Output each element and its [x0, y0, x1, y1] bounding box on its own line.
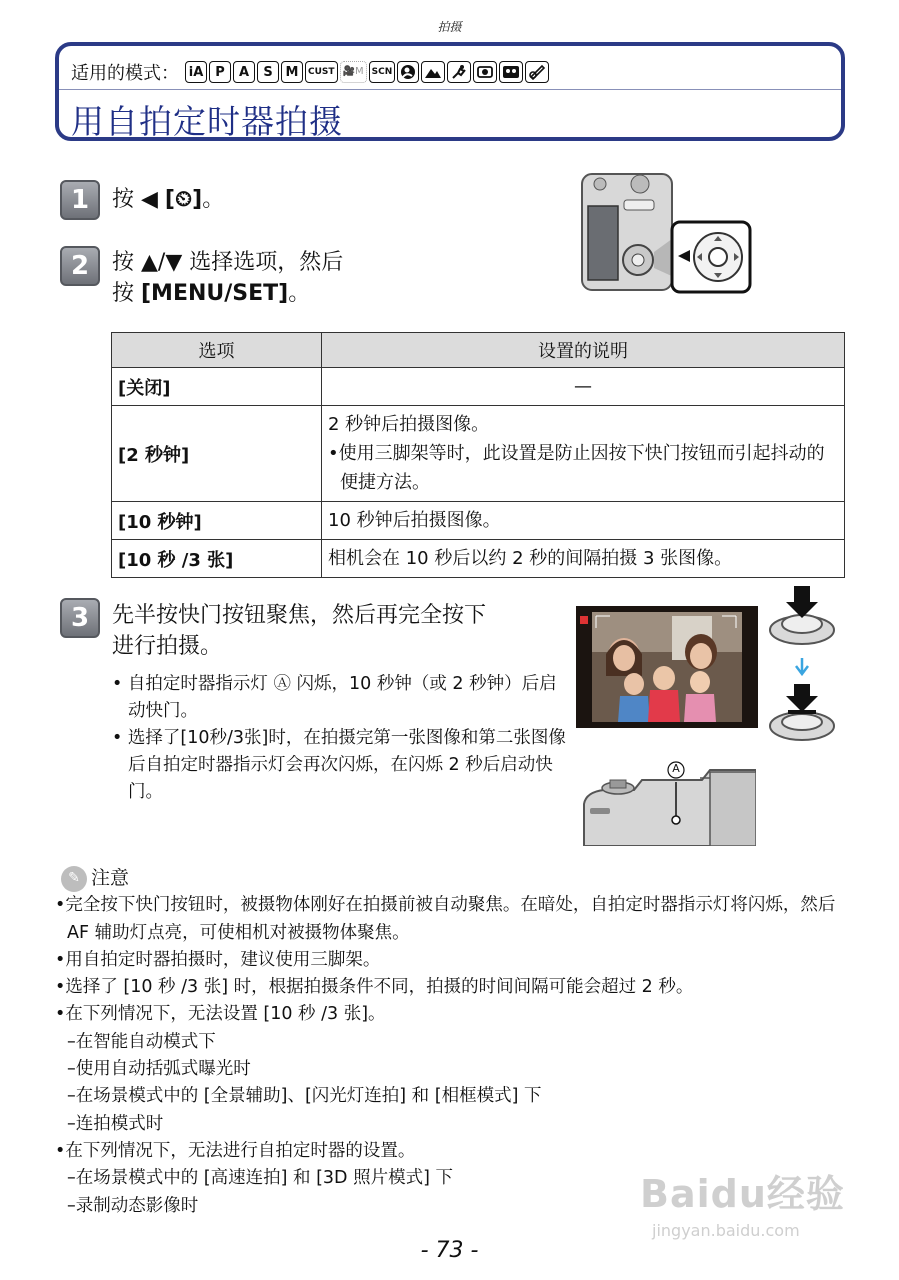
self-timer-key: [⏲]	[164, 187, 203, 212]
note-bullet: •在下列情况下，无法进行自拍定时器的设置。	[55, 1140, 416, 1161]
mode-m-icon: M	[281, 61, 303, 83]
table-cell-option: [10 秒钟]	[112, 502, 322, 540]
list-item: • 自拍定时器指示灯 Ⓐ 闪烁，10 秒钟（或 2 秒钟）后启动快门。	[112, 674, 557, 721]
step-2-line-2	[112, 278, 343, 309]
step-1-prefix: 按 ◀	[112, 187, 165, 212]
options-table	[111, 332, 845, 578]
step-2-line-1: 按 ▲/▼ 选择选项，然后	[112, 250, 344, 275]
led-callout-label: A	[672, 762, 680, 775]
self-timer-icon: ⏲	[174, 187, 193, 212]
applicable-modes	[71, 57, 551, 87]
step-3-bullets	[112, 671, 570, 806]
table-cell-desc: 相机会在 10 秒后以约 2 秒的间隔拍摄 3 张图像。	[322, 540, 845, 578]
camera-led-illustration	[580, 758, 756, 846]
watermark-sub: jingyan.baidu.com	[652, 1221, 800, 1240]
table-cell-option: [关闭]	[112, 368, 322, 406]
mode-p-icon: P	[209, 61, 231, 83]
mode-ia-icon: iA	[185, 61, 207, 83]
step-3-line-1: 先半按快门按钮聚焦，然后再完全按下	[112, 603, 487, 628]
note-sub-item: –在智能自动模式下	[67, 1031, 216, 1052]
shutter-press-illustration	[766, 584, 838, 748]
mode-cust-icon: CUST	[305, 61, 338, 83]
step-2-line-2-suffix: 。	[288, 281, 311, 306]
note-sub-item: –在场景模式中的 [高速连拍] 和 [3D 照片模式] 下	[67, 1168, 453, 1189]
table-cell-option: [2 秒钟]	[112, 406, 322, 502]
step-3-badge: 3	[60, 598, 100, 638]
pencil-icon: ✎	[61, 866, 87, 892]
mode-sports-icon	[447, 61, 471, 83]
table-cell-desc: —	[322, 368, 845, 406]
baidu-watermark-logo	[640, 1145, 850, 1245]
mode-movie-m-icon: 🎥M	[340, 61, 367, 83]
table-header-desc: 设置的说明	[322, 333, 845, 368]
page-number: - 73 -	[420, 1238, 479, 1263]
table-row	[112, 368, 845, 406]
step-1-text	[112, 184, 224, 215]
mode-a-icon: A	[233, 61, 255, 83]
notes-heading-text: 注意	[91, 867, 130, 889]
table-cell-option: [10 秒 /3 张]	[112, 540, 322, 578]
title-divider	[59, 89, 841, 90]
mode-creative-icon	[525, 61, 549, 83]
desc-line: 2 秒钟后拍摄图像。	[328, 414, 490, 435]
step-1-badge: 1	[60, 180, 100, 220]
desc-bullet: •使用三脚架等时，此设置是防止因按下快门按钮而引起抖动的便捷方法。	[328, 443, 825, 493]
title-box	[55, 42, 845, 141]
watermark-main: Baidu经验	[640, 1172, 845, 1216]
mode-night-icon	[499, 61, 523, 83]
step-2-badge: 2	[60, 246, 100, 286]
note-sub-item: –使用自动括弧式曝光时	[67, 1059, 251, 1080]
mode-s-icon: S	[257, 61, 279, 83]
step-3-line-2: 进行拍摄。	[112, 634, 223, 659]
mode-scn-icon: SCN	[369, 61, 396, 83]
table-row	[112, 540, 845, 578]
note-bullet: •选择了 [10 秒 /3 张] 时，根据拍摄条件不同，拍摄的时间间隔可能会超过 2 秒。	[55, 977, 694, 998]
note-bullet: •用自拍定时器拍摄时，建议使用三脚架。	[55, 949, 381, 970]
mode-closeup-icon	[473, 61, 497, 83]
notes-heading	[61, 865, 855, 892]
mode-portrait-icon	[397, 61, 419, 83]
list-item: • 选择了[10秒/3张]时，在拍摄完第一张图像和第二张图像后自拍定时器指示灯会再次闪烁，在闪烁 2 秒后启动快门。	[112, 728, 566, 802]
note-sub-item: –连拍模式时	[67, 1113, 164, 1134]
family-photo-image	[576, 606, 758, 728]
camera-back-illustration	[580, 170, 754, 294]
note-bullet: •在下列情况下，无法设置 [10 秒 /3 张]。	[55, 1004, 386, 1025]
table-row	[112, 502, 845, 540]
note-sub-item: –录制动态影像时	[67, 1195, 199, 1216]
mode-scenery-icon	[421, 61, 445, 83]
section-category: 拍摄	[437, 20, 462, 34]
table-cell-desc	[322, 406, 845, 502]
step-2-text	[112, 247, 343, 309]
note-sub-item: –在场景模式中的 [全景辅助]、[闪光灯连拍] 和 [相框模式] 下	[67, 1086, 542, 1107]
note-bullet: •完全按下快门按钮时，被摄物体刚好在拍摄前被自动聚焦。在暗处，自拍定时器指示灯将闪烁，然后 AF 辅助灯点亮，可使相机对被摄物体聚焦。	[55, 895, 836, 943]
table-header-row	[112, 333, 845, 368]
modes-label: 适用的模式：	[71, 63, 179, 84]
step-1-suffix: 。	[202, 187, 225, 212]
page-title: 用自拍定时器拍摄	[71, 102, 343, 141]
table-cell-desc: 10 秒钟后拍摄图像。	[322, 502, 845, 540]
table-row	[112, 406, 845, 502]
table-header-option: 选项	[112, 333, 322, 368]
step-3-text	[112, 600, 486, 662]
menu-set-key: [MENU/SET]	[141, 281, 289, 306]
step-2-line-2-prefix: 按	[112, 281, 141, 306]
